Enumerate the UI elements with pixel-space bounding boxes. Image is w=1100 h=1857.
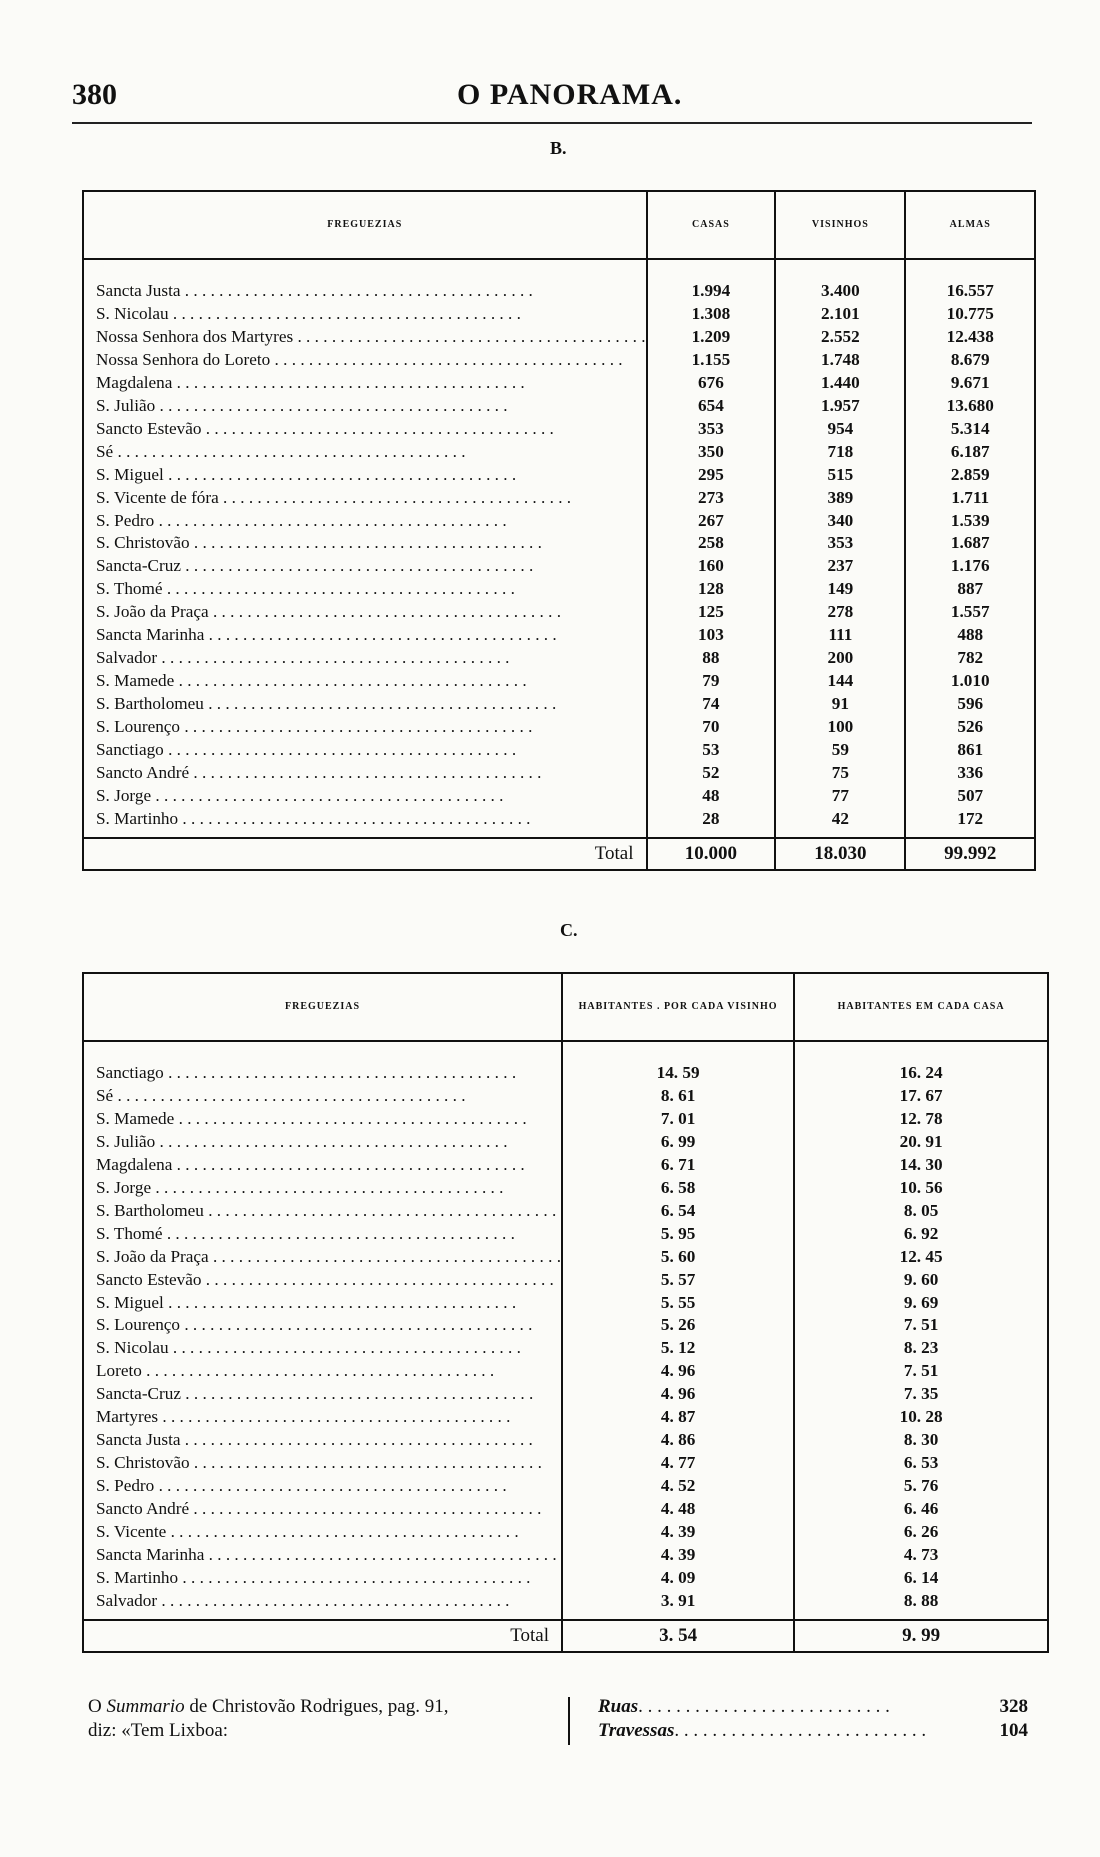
- parish-name: S. Lourenço . . .: [84, 716, 646, 739]
- table-cell-value: 1.308: [691, 303, 731, 323]
- section-letter-b: B.: [550, 138, 567, 158]
- table-cell-value: 4. 09: [660, 1567, 696, 1587]
- table-cell-value: 718: [827, 441, 854, 461]
- table-cell-value: 6. 99: [660, 1131, 696, 1151]
- table-c-por-visinho-column: [562, 1041, 794, 1620]
- table-cell-value: 6. 14: [903, 1567, 939, 1587]
- table-c-header-por-casa: HABITANTES EM CADA CASA: [794, 973, 1048, 1041]
- table-cell-value: 782: [957, 648, 984, 668]
- table-cell-value: 48: [702, 785, 720, 805]
- table-cell-value: 100: [827, 717, 854, 737]
- table-cell-value: 4. 87: [660, 1407, 696, 1427]
- table-cell-value: 77: [831, 785, 849, 805]
- page-number: 380: [72, 78, 117, 111]
- table-cell-value: 14. 59: [656, 1063, 700, 1082]
- table-cell-value: 4. 96: [660, 1361, 696, 1381]
- table-cell-value: 5. 26: [660, 1315, 696, 1335]
- parish-name: Martyres . . .: [84, 1406, 561, 1429]
- table-b-total-almas: 99.992: [905, 838, 1035, 870]
- table-cell-value: 861: [957, 740, 984, 760]
- table-b-visinhos-column: [775, 259, 905, 838]
- table-cell-value: 75: [831, 763, 849, 783]
- parish-name: S. Julião . . .: [84, 395, 646, 418]
- table-b-header-casas: CASAS: [647, 191, 776, 259]
- table-cell-value: 4. 73: [903, 1545, 939, 1565]
- parish-name: Nossa Senhora dos Martyres . . .: [84, 326, 646, 349]
- parish-name: Sancta Marinha . . .: [84, 1544, 561, 1567]
- parish-name: S. João da Praça . . .: [84, 601, 646, 624]
- table-c-total-label: Total: [83, 1620, 562, 1652]
- table-c-header-por-visinho: HABITANTES . POR CADA VISINHO: [562, 973, 794, 1041]
- table-b-total-casas: 10.000: [647, 838, 776, 870]
- table-cell-value: 6. 46: [903, 1499, 939, 1519]
- parish-name: S. João da Praça . . .: [84, 1246, 561, 1269]
- parish-name: Sé . . .: [84, 1085, 561, 1108]
- street-value: 328: [999, 1696, 1028, 1717]
- table-cell-value: 6. 58: [660, 1177, 696, 1197]
- table-cell-value: 3.400: [821, 281, 860, 300]
- parish-name: S. Christovão . . .: [84, 1452, 561, 1475]
- table-c-por-casa-column: [794, 1041, 1048, 1620]
- table-cell-value: 515: [827, 464, 854, 484]
- table-cell-value: 16.557: [946, 281, 994, 300]
- parish-name: Sancta Justa . . .: [84, 1429, 561, 1452]
- parish-name: Sanctiago . . .: [84, 1062, 561, 1085]
- table-cell-value: 1.176: [950, 556, 990, 576]
- table-cell-value: 1.209: [691, 326, 731, 346]
- table-cell-value: 6. 71: [660, 1154, 696, 1174]
- table-cell-value: 88: [702, 648, 720, 668]
- table-cell-value: 12. 45: [899, 1246, 943, 1266]
- table-cell-value: 7. 35: [903, 1384, 939, 1404]
- parish-name: S. Thomé . . .: [84, 1223, 561, 1246]
- table-cell-value: 149: [827, 579, 854, 599]
- table-cell-value: 20. 91: [899, 1131, 943, 1151]
- table-cell-value: 144: [827, 671, 854, 691]
- table-cell-value: 1.687: [950, 533, 990, 553]
- page-header: [72, 78, 1032, 118]
- table-cell-value: 14. 30: [899, 1154, 943, 1174]
- parish-name: S. Martinho . . .: [84, 1567, 561, 1590]
- parish-name: S. Mamede . . .: [84, 670, 646, 693]
- table-cell-value: 8. 61: [660, 1085, 696, 1105]
- table-cell-value: 42: [831, 808, 849, 828]
- street-value: 104: [999, 1720, 1028, 1741]
- table-cell-value: 6. 26: [903, 1522, 939, 1542]
- parish-name: S. Pedro . . .: [84, 510, 646, 533]
- table-cell-value: 53: [702, 740, 720, 760]
- table-cell-value: 526: [957, 717, 984, 737]
- parish-name: Sancto Estevão . . .: [84, 418, 646, 441]
- table-cell-value: 8. 30: [903, 1430, 939, 1450]
- table-c-names-column: [83, 1041, 562, 1620]
- table-cell-value: 6. 54: [660, 1200, 696, 1220]
- table-cell-value: 5. 95: [660, 1223, 696, 1243]
- table-cell-value: 4. 48: [660, 1499, 696, 1519]
- section-letter-c: C.: [560, 920, 578, 940]
- table-cell-value: 2.859: [950, 464, 990, 484]
- parish-name: Loreto . . .: [84, 1360, 561, 1383]
- table-cell-value: 10.775: [946, 303, 994, 323]
- table-cell-value: 1.440: [821, 372, 860, 392]
- table-cell-value: 1.010: [950, 671, 990, 691]
- parish-name: S. Miguel . . .: [84, 1292, 561, 1315]
- table-cell-value: 74: [702, 694, 720, 714]
- table-c-total-por-visinho: 3. 54: [562, 1620, 794, 1652]
- table-cell-value: 128: [698, 579, 724, 599]
- parish-name: S. Vicente . . .: [84, 1521, 561, 1544]
- table-cell-value: 507: [957, 785, 984, 805]
- table-cell-value: 6.187: [950, 441, 990, 461]
- table-cell-value: 3. 91: [660, 1590, 696, 1610]
- parish-name: Salvador . . .: [84, 647, 646, 670]
- table-cell-value: 954: [827, 418, 854, 438]
- footer-text-line2: diz: «Tem Lixboa:: [88, 1720, 229, 1741]
- table-cell-value: 295: [698, 464, 724, 484]
- table-b: [82, 190, 1036, 871]
- parish-name: Sancta-Cruz . . .: [84, 555, 646, 578]
- table-cell-value: 4. 39: [660, 1522, 696, 1542]
- table-cell-value: 12.438: [946, 326, 994, 346]
- table-cell-value: 103: [698, 625, 724, 645]
- table-cell-value: 17. 67: [899, 1085, 943, 1105]
- table-cell-value: 278: [827, 602, 854, 622]
- table-cell-value: 596: [957, 694, 984, 714]
- table-cell-value: 1.748: [821, 349, 860, 369]
- table-cell-value: 9. 69: [903, 1292, 939, 1312]
- parish-name: Sanctiago . . .: [84, 739, 646, 762]
- table-cell-value: 160: [698, 556, 724, 576]
- table-cell-value: 237: [827, 556, 854, 576]
- parish-name: Sancta Marinha . . .: [84, 624, 646, 647]
- street-label: Ruas: [598, 1696, 639, 1717]
- table-cell-value: 6. 53: [903, 1453, 939, 1473]
- table-cell-value: 8. 88: [903, 1590, 939, 1610]
- parish-name: Sancta Justa . . .: [84, 280, 646, 303]
- street-row: Travessas . . . . . . . . . . . . . . . . . . . . . . . . . . . 104: [598, 1720, 1028, 1741]
- table-cell-value: 79: [702, 671, 720, 691]
- parish-name: S. Lourenço . . .: [84, 1314, 561, 1337]
- table-b-header-visinhos: VISINHOS: [775, 191, 905, 259]
- table-b-names-column: [83, 259, 647, 838]
- table-cell-value: 353: [827, 533, 854, 553]
- parish-name: Magdalena . . .: [84, 372, 646, 395]
- parish-name: S. Pedro . . .: [84, 1475, 561, 1498]
- parish-name: S. Jorge . . .: [84, 785, 646, 808]
- table-cell-value: 8. 05: [903, 1200, 939, 1220]
- table-c: [82, 972, 1049, 1653]
- table-cell-value: 1.957: [821, 395, 860, 415]
- parish-name: S. Julião . . .: [84, 1131, 561, 1154]
- parish-name: S. Thomé . . .: [84, 578, 646, 601]
- table-cell-value: 9.671: [950, 372, 990, 392]
- table-b-almas-column: [905, 259, 1035, 838]
- parish-name: S. Jorge . . .: [84, 1177, 561, 1200]
- parish-name: S. Bartholomeu . . .: [84, 693, 646, 716]
- parish-name: Nossa Senhora do Loreto . . .: [84, 349, 646, 372]
- table-cell-value: 70: [702, 717, 720, 737]
- table-cell-value: 8.679: [950, 349, 990, 369]
- table-cell-value: 5. 55: [660, 1292, 696, 1312]
- table-cell-value: 125: [698, 602, 724, 622]
- footer-divider: [568, 1697, 570, 1745]
- table-cell-value: 1.711: [951, 487, 990, 507]
- parish-name: Magdalena . . .: [84, 1154, 561, 1177]
- table-cell-value: 7. 01: [660, 1108, 696, 1128]
- table-cell-value: 4. 86: [660, 1430, 696, 1450]
- parish-name: Sancto Estevão . . .: [84, 1269, 561, 1292]
- table-cell-value: 353: [698, 418, 724, 438]
- street-label: Travessas: [598, 1720, 675, 1741]
- parish-name: Sancto André . . .: [84, 1498, 561, 1521]
- table-cell-value: 6. 92: [903, 1223, 939, 1243]
- table-cell-value: 91: [831, 694, 849, 714]
- table-cell-value: 10. 56: [899, 1177, 943, 1197]
- table-cell-value: 16. 24: [899, 1063, 943, 1082]
- footer-text-post: de Christovão Rodrigues, pag. 91,: [184, 1696, 449, 1717]
- table-b-header-almas: ALMAS: [905, 191, 1035, 259]
- table-b-header-freguezias: FREGUEZIAS: [83, 191, 647, 259]
- table-cell-value: 5. 76: [903, 1476, 939, 1496]
- parish-name: S. Nicolau . . .: [84, 303, 646, 326]
- parish-name: Sé . . .: [84, 441, 646, 464]
- table-cell-value: 8. 23: [903, 1338, 939, 1358]
- table-cell-value: 258: [698, 533, 724, 553]
- table-cell-value: 887: [957, 579, 984, 599]
- table-cell-value: 340: [827, 510, 854, 530]
- footer-text-pre: O: [88, 1696, 107, 1717]
- table-c-total-por-casa: 9. 99: [794, 1620, 1048, 1652]
- table-cell-value: 10. 28: [899, 1407, 943, 1427]
- page-title: O PANORAMA.: [457, 78, 683, 111]
- parish-name: Salvador . . .: [84, 1590, 561, 1613]
- footer-paragraph: [88, 1695, 558, 1743]
- table-cell-value: 5. 12: [660, 1338, 696, 1358]
- table-cell-value: 52: [702, 763, 720, 783]
- table-cell-value: 350: [698, 441, 724, 461]
- table-cell-value: 1.539: [950, 510, 990, 530]
- parish-name: S. Nicolau . . .: [84, 1337, 561, 1360]
- table-c-header-freguezias: FREGUEZIAS: [83, 973, 562, 1041]
- table-cell-value: 676: [698, 372, 724, 392]
- table-cell-value: 389: [827, 487, 854, 507]
- table-cell-value: 488: [957, 625, 984, 645]
- table-cell-value: 2.101: [821, 303, 860, 323]
- table-b-total-visinhos: 18.030: [775, 838, 905, 870]
- table-cell-value: 1.994: [691, 281, 731, 300]
- table-cell-value: 5.314: [950, 418, 990, 438]
- table-cell-value: 12. 78: [899, 1108, 943, 1128]
- table-b-casas-column: [647, 259, 776, 838]
- table-cell-value: 4. 96: [660, 1384, 696, 1404]
- table-cell-value: 4. 52: [660, 1476, 696, 1496]
- table-cell-value: 273: [698, 487, 724, 507]
- header-rule: [72, 122, 1032, 124]
- table-cell-value: 7. 51: [903, 1315, 939, 1335]
- parish-name: Sancto André . . .: [84, 762, 646, 785]
- table-cell-value: 111: [828, 625, 853, 645]
- table-cell-value: 59: [831, 740, 849, 760]
- table-cell-value: 5. 57: [660, 1269, 696, 1289]
- table-cell-value: 4. 77: [660, 1453, 696, 1473]
- table-b-total-label: Total: [83, 838, 647, 870]
- parish-name: S. Vicente de fóra . . .: [84, 487, 646, 510]
- table-cell-value: 28: [702, 808, 720, 828]
- table-cell-value: 5. 60: [660, 1246, 696, 1266]
- table-cell-value: 654: [698, 395, 724, 415]
- parish-name: S. Mamede . . .: [84, 1108, 561, 1131]
- table-cell-value: 2.552: [821, 326, 860, 346]
- table-cell-value: 4. 39: [660, 1545, 696, 1565]
- parish-name: S. Martinho . . .: [84, 808, 646, 831]
- parish-name: S. Bartholomeu . . .: [84, 1200, 561, 1223]
- parish-name: S. Christovão . . .: [84, 532, 646, 555]
- parish-name: Sancta-Cruz . . .: [84, 1383, 561, 1406]
- table-cell-value: 267: [698, 510, 724, 530]
- table-cell-value: 172: [957, 808, 984, 828]
- street-row: Ruas . . . . . . . . . . . . . . . . . . . . . . . . . . . 328: [598, 1696, 1028, 1717]
- table-cell-value: 336: [957, 763, 984, 783]
- footer-text-italic: Summario: [106, 1696, 185, 1717]
- table-cell-value: 7. 51: [903, 1361, 939, 1381]
- table-cell-value: 1.155: [691, 349, 731, 369]
- table-cell-value: 200: [827, 648, 854, 668]
- table-cell-value: 1.557: [950, 602, 990, 622]
- table-cell-value: 13.680: [946, 395, 994, 415]
- table-cell-value: 9. 60: [903, 1269, 939, 1289]
- street-list: [598, 1695, 1028, 1743]
- parish-name: S. Miguel . . .: [84, 464, 646, 487]
